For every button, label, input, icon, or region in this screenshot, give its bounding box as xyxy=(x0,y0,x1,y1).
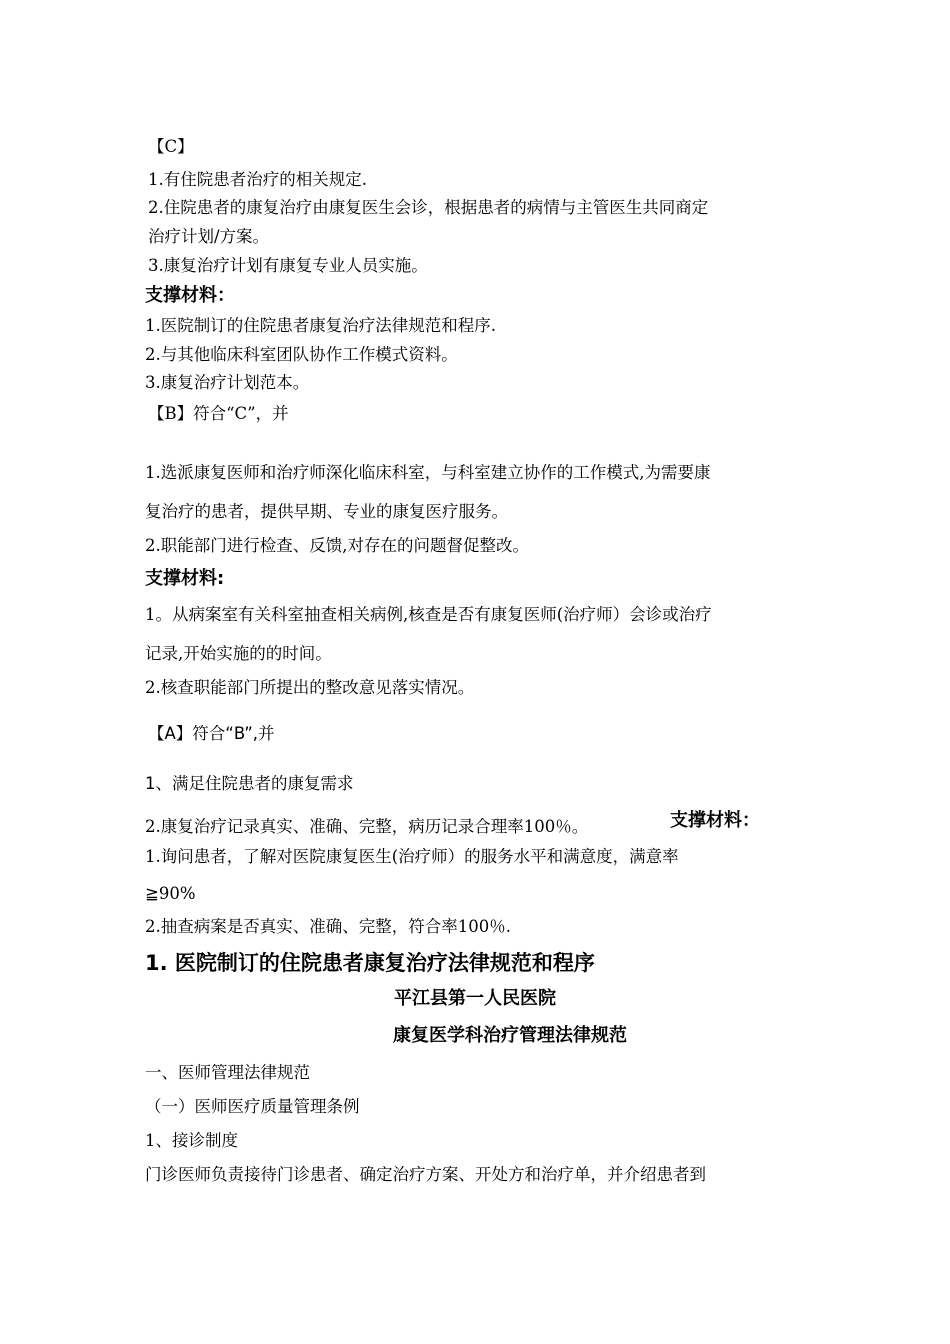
paragraph-1: 门诊医师负责接待门诊患者、确定治疗方案、开处方和治疗单，并介绍患者到 xyxy=(145,1165,706,1184)
hospital-name: 平江县第一人民医院 xyxy=(394,988,556,1009)
section-c-item-2: 2.住院患者的康复治疗由康复医生会诊，根据患者的病情与主管医生共同商定 xyxy=(148,198,709,217)
section-c-item-3: 3.康复治疗计划有康复专业人员实施。 xyxy=(148,256,428,275)
section-b-support-title: 支撑材料: xyxy=(145,568,225,589)
item-1-heading: 1、接诊制度 xyxy=(145,1131,238,1150)
main-heading: 1. 医院制订的住院患者康复治疗法律规范和程序 xyxy=(145,951,595,975)
section-b-heading: 【B】符合“C”，并 xyxy=(148,404,289,423)
section-a-support-title: 支撑材料： xyxy=(670,810,760,831)
part-1-heading: 一、医师管理法律规范 xyxy=(145,1063,310,1082)
section-a-support-1-cont: ≧90% xyxy=(145,884,196,903)
section-c-item-2-cont: 治疗计划/方案。 xyxy=(148,227,270,246)
section-a-support-1: 1.询问患者，了解对医院康复医生(治疗师）的服务水平和满意度，满意率 xyxy=(145,847,679,866)
section-c-support-1: 1.医院制订的住院患者康复治疗法律规范和程序. xyxy=(145,316,496,335)
section-c-support-title: 支撑材料： xyxy=(145,285,235,306)
section-a-heading: 【A】符合“B”,并 xyxy=(148,724,275,743)
part-1-1-heading: （一）医师医疗质量管理条例 xyxy=(145,1097,360,1116)
section-b-item-2: 2.职能部门进行检查、反馈,对存在的问题督促整改。 xyxy=(145,536,529,555)
section-b-support-1: 1。从病案室有关科室抽查相关病例,核查是否有康复医师(治疗师）会诊或治疗 xyxy=(145,605,712,624)
section-c-heading: 【C】 xyxy=(148,137,194,156)
section-a-item-1: 1、满足住院患者的康复需求 xyxy=(145,774,354,793)
section-c-item-1: 1.有住院患者治疗的相关规定. xyxy=(148,170,367,189)
section-a-support-2: 2.抽查病案是否真实、准确、完整，符合率100％. xyxy=(145,917,511,936)
document-title: 康复医学科治疗管理法律规范 xyxy=(393,1025,627,1046)
section-a-item-2: 2.康复治疗记录真实、准确、完整，病历记录合理率100％。 xyxy=(145,817,589,836)
section-c-support-2: 2.与其他临床科室团队协作工作模式资料。 xyxy=(145,345,458,364)
section-b-item-1-cont: 复治疗的患者，提供早期、专业的康复医疗服务。 xyxy=(145,502,508,521)
section-c-support-3: 3.康复治疗计划范本。 xyxy=(145,373,310,392)
section-b-support-1-cont: 记录,开始实施的的时间。 xyxy=(145,644,332,663)
section-b-item-1: 1.选派康复医师和治疗师深化临床科室，与科室建立协作的工作模式,为需要康 xyxy=(145,463,711,482)
section-b-support-2: 2.核查职能部门所提出的整改意见落实情况。 xyxy=(145,678,475,697)
